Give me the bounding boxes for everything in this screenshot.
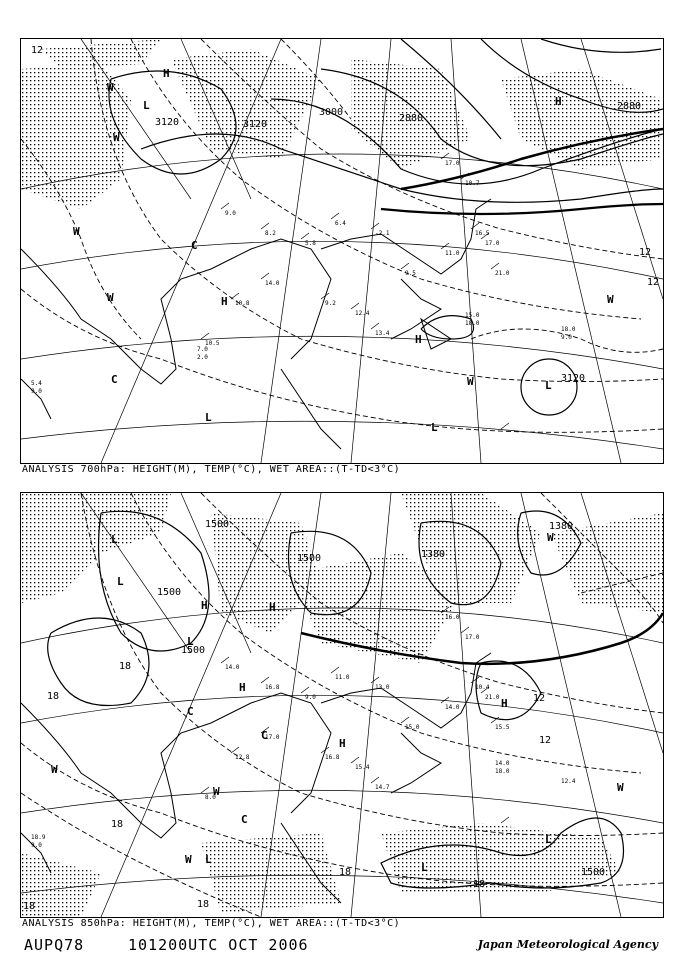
high-label: H	[339, 737, 346, 750]
contour-value: 2880	[617, 101, 642, 112]
svg-text:17.0: 17.0	[485, 240, 500, 247]
contour-value: 1500	[581, 867, 606, 878]
svg-text:10.5: 10.5	[205, 340, 220, 347]
contour-value: 12	[31, 45, 44, 56]
low-label: L	[421, 861, 428, 874]
warm-label: W	[107, 291, 114, 304]
warm-label: W	[607, 293, 614, 306]
low-label: L	[187, 635, 194, 648]
contour-value: 18	[119, 661, 132, 672]
map-850hpa-svg	[21, 493, 663, 917]
contour-value: 3120	[243, 119, 268, 130]
low-label: L	[205, 853, 212, 866]
station-values-700	[31, 160, 576, 395]
svg-text:18.0: 18.0	[561, 326, 576, 333]
svg-text:16.5: 16.5	[475, 230, 490, 237]
contour-value: 12	[533, 693, 546, 704]
warm-label: W	[467, 375, 474, 388]
contour-value: 18	[23, 901, 36, 912]
caption-850hpa: ANALYSIS 850hPa: HEIGHT(M), TEMP(°C), WET AREA::(T-TD<3°C)	[22, 918, 401, 929]
contour-value: 12	[647, 277, 660, 288]
agency-credit: Japan Meteorological Agency	[477, 938, 658, 951]
svg-text:17.0: 17.0	[265, 734, 280, 741]
svg-text:6.4: 6.4	[335, 220, 346, 227]
svg-text:5.8: 5.8	[305, 240, 316, 247]
svg-text:9.2: 9.2	[325, 300, 336, 307]
svg-text:17.0: 17.0	[465, 634, 480, 641]
svg-text:12.4: 12.4	[561, 778, 576, 785]
warm-label: W	[73, 225, 80, 238]
cold-label: C	[111, 373, 118, 386]
contour-value: 3120	[561, 373, 586, 384]
warm-label: W	[51, 763, 58, 776]
station-markers-700	[201, 153, 509, 429]
svg-text:15.4: 15.4	[355, 764, 370, 771]
contour-value: 12	[539, 735, 552, 746]
svg-text:14.0: 14.0	[265, 280, 280, 287]
svg-text:16.8: 16.8	[325, 754, 340, 761]
svg-text:9.0: 9.0	[31, 388, 42, 395]
warm-label: W	[113, 131, 120, 144]
svg-text:9.0: 9.0	[31, 842, 42, 849]
contour-value: 1500	[205, 519, 230, 530]
cold-label: C	[261, 729, 268, 742]
contour-value: 12	[639, 247, 652, 258]
high-label: H	[163, 67, 170, 80]
thick-contour-700b	[381, 204, 663, 214]
svg-text:16.8: 16.8	[265, 684, 280, 691]
high-label: H	[221, 295, 228, 308]
svg-text:15.5: 15.5	[495, 724, 510, 731]
high-label: H	[239, 681, 246, 694]
svg-text:21.0: 21.0	[495, 270, 510, 277]
low-label: L	[143, 99, 150, 112]
contour-value: 2880	[399, 113, 424, 124]
contour-value: 18	[111, 819, 124, 830]
map-700hpa-svg	[21, 39, 663, 463]
svg-text:10.4: 10.4	[475, 684, 490, 691]
coastline-700	[21, 199, 491, 449]
low-label: L	[545, 379, 552, 392]
wet-area-700	[21, 39, 661, 209]
high-label: H	[269, 601, 276, 614]
svg-text:14.0: 14.0	[225, 664, 240, 671]
contour-value: 3120	[155, 117, 180, 128]
contour-value: 1500	[181, 645, 206, 656]
svg-text:13.4: 13.4	[375, 330, 390, 337]
chart-code: AUPQ78	[24, 936, 85, 954]
svg-text:11.0: 11.0	[445, 250, 460, 257]
warm-label: W	[213, 785, 220, 798]
svg-text:7.0: 7.0	[197, 346, 208, 353]
svg-text:9.0: 9.0	[225, 210, 236, 217]
low-label: L	[117, 575, 124, 588]
analysis-time: 101200UTC OCT 2006	[128, 936, 309, 954]
svg-text:14.0: 14.0	[445, 704, 460, 711]
low-label: L	[545, 833, 552, 846]
svg-text:9.0: 9.0	[561, 334, 572, 341]
svg-text:12.8: 12.8	[235, 754, 250, 761]
contour-value: 18	[47, 691, 60, 702]
svg-text:10.7: 10.7	[465, 180, 480, 187]
warm-label: W	[617, 781, 624, 794]
cold-label: C	[241, 813, 248, 826]
caption-700hpa: ANALYSIS 700hPa: HEIGHT(M), TEMP(°C), WET AREA::(T-TD<3°C)	[22, 464, 401, 475]
svg-text:5.4: 5.4	[31, 380, 42, 387]
high-label: H	[415, 333, 422, 346]
contour-value: 18	[339, 867, 352, 878]
contour-value: 1500	[297, 553, 322, 564]
map-panel-850hpa	[20, 492, 664, 918]
svg-text:11.0: 11.0	[335, 674, 350, 681]
high-label: H	[501, 697, 508, 710]
high-label: H	[201, 599, 208, 612]
contour-value: 18	[473, 879, 486, 890]
svg-text:15.0: 15.0	[465, 312, 480, 319]
svg-text:17.0: 17.0	[445, 160, 460, 167]
map-panel-700hpa	[20, 38, 664, 464]
svg-text:-2.1: -2.1	[375, 230, 390, 237]
svg-text:8.0: 8.0	[205, 794, 216, 801]
low-label: L	[431, 421, 438, 434]
contour-value: 1380	[549, 521, 574, 532]
svg-text:16.0: 16.0	[445, 614, 460, 621]
svg-text:8.2: 8.2	[265, 230, 276, 237]
station-values-850	[31, 614, 576, 849]
svg-text:18.0: 18.0	[495, 768, 510, 775]
svg-text:18.0: 18.0	[465, 320, 480, 327]
warm-label: W	[547, 531, 554, 544]
contour-value: 1380	[421, 549, 446, 560]
low-label: L	[111, 533, 118, 546]
svg-text:9.5: 9.5	[405, 270, 416, 277]
high-label: H	[555, 95, 562, 108]
warm-label: W	[185, 853, 192, 866]
svg-text:14.0: 14.0	[495, 760, 510, 767]
svg-text:12.4: 12.4	[355, 310, 370, 317]
svg-text:9.0: 9.0	[305, 694, 316, 701]
svg-text:10.8: 10.8	[235, 300, 250, 307]
cold-label: C	[191, 239, 198, 252]
low-label: L	[205, 411, 212, 424]
svg-text:18.9: 18.9	[31, 834, 46, 841]
svg-text:21.0: 21.0	[485, 694, 500, 701]
cold-label: C	[187, 705, 194, 718]
warm-label: W	[107, 81, 114, 94]
svg-text:2.0: 2.0	[197, 354, 208, 361]
svg-text:13.0: 13.0	[375, 684, 390, 691]
contour-value: 18	[197, 899, 210, 910]
svg-text:15.0: 15.0	[405, 724, 420, 731]
svg-text:14.7: 14.7	[375, 784, 390, 791]
contour-value: 1500	[157, 587, 182, 598]
contour-value: 3000	[319, 107, 344, 118]
